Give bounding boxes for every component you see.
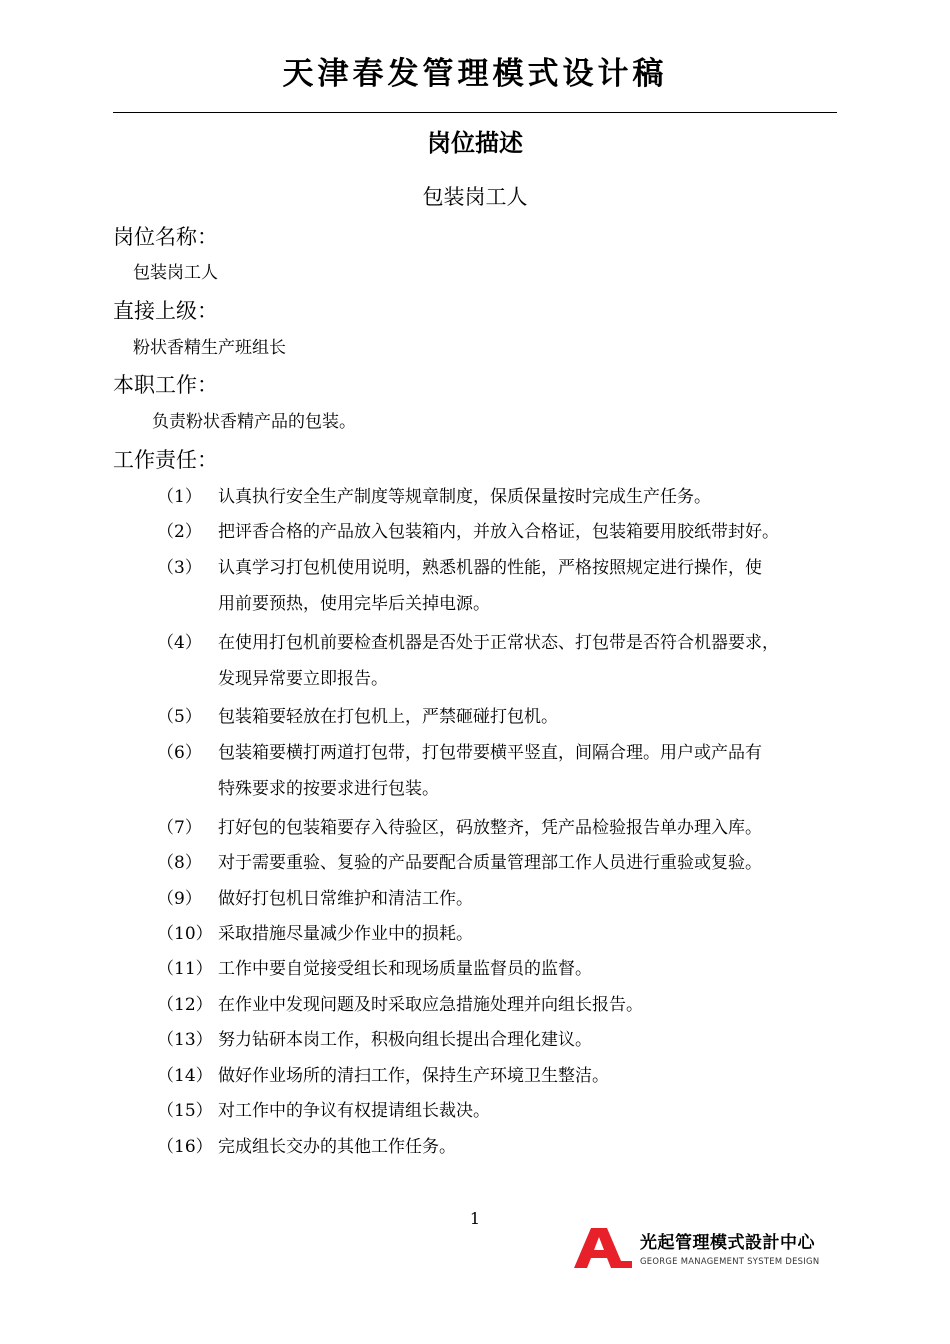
item-text: 包装箱要横打两道打包带，打包带要横平竖直，间隔合理。用户或产品有 特殊要求的按要求进行包装。 — [218, 743, 762, 799]
item-number: （2） — [157, 522, 202, 542]
item-number: （5） — [157, 707, 202, 727]
item-number: （7） — [157, 818, 202, 838]
logo-name-en: GEORGE MANAGEMENT SYSTEM DESIGN — [640, 1256, 820, 1266]
item-text: 完成组长交办的其他工作任务。 — [218, 1137, 456, 1157]
company-header-title: 天津春发管理模式设计稿 — [282, 56, 668, 92]
item-text: 对于需要重验、复验的产品要配合质量管理部工作人员进行重验或复验。 — [218, 853, 762, 873]
item-text: 包装箱要轻放在打包机上，严禁砸碰打包机。 — [218, 707, 558, 727]
document-title: 岗位描述 — [427, 129, 523, 157]
item-number: （11） — [157, 959, 213, 979]
document-subtitle: 包装岗工人 — [422, 185, 528, 209]
item-number: （6） — [157, 743, 202, 763]
item-text: 认真学习打包机使用说明，熟悉机器的性能，严格按照规定进行操作，使 用前要预热，使用完毕后关掉电源。 — [218, 558, 762, 614]
supervisor-value: 粉状香精生产班组长 — [133, 338, 286, 358]
item-number: （10） — [157, 924, 213, 944]
item-text: 做好打包机日常维护和清洁工作。 — [218, 889, 473, 909]
page-number: 1 — [469, 1209, 481, 1228]
item-number: （4） — [157, 633, 202, 653]
item-text: 做好作业场所的清扫工作，保持生产环境卫生整洁。 — [218, 1066, 609, 1086]
item-text: 努力钻研本岗工作，积极向组长提出合理化建议。 — [218, 1030, 592, 1050]
position-name-value: 包装岗工人 — [133, 263, 218, 283]
position-name-label: 岗位名称： — [113, 225, 218, 249]
item-text: 在使用打包机前要检查机器是否处于正常状态、打包带是否符合机器要求， 发现异常要立即报告。 — [218, 633, 779, 689]
header-divider — [113, 112, 837, 113]
responsibilities-label: 工作责任： — [113, 448, 218, 472]
job-summary-value: 负责粉状香精产品的包装。 — [152, 412, 356, 432]
item-text: 在作业中发现问题及时采取应急措施处理并向组长报告。 — [218, 995, 643, 1015]
company-logo — [574, 1228, 844, 1270]
item-text: 采取措施尽量减少作业中的损耗。 — [218, 924, 473, 944]
supervisor-label: 直接上级： — [113, 299, 218, 323]
job-summary-label: 本职工作： — [113, 373, 218, 397]
item-number: （12） — [157, 995, 213, 1015]
item-text: 对工作中的争议有权提请组长裁决。 — [218, 1101, 490, 1121]
logo-name-cn: 光起管理模式設計中心 — [640, 1233, 815, 1253]
item-number: （15） — [157, 1101, 213, 1121]
item-number: （3） — [157, 558, 202, 578]
item-text: 打好包的包装箱要存入待验区，码放整齐，凭产品检验报告单办理入库。 — [218, 818, 762, 838]
item-text: 认真执行安全生产制度等规章制度，保质保量按时完成生产任务。 — [218, 487, 711, 507]
item-text: 工作中要自觉接受组长和现场质量监督员的监督。 — [218, 959, 592, 979]
item-number: （14） — [157, 1066, 213, 1086]
item-text: 把评香合格的产品放入包装箱内，并放入合格证，包装箱要用胶纸带封好。 — [218, 522, 779, 542]
item-number: （16） — [157, 1137, 213, 1157]
item-number: （13） — [157, 1030, 213, 1050]
logo-a-icon — [574, 1228, 632, 1268]
item-number: （8） — [157, 853, 202, 873]
item-number: （1） — [157, 487, 202, 507]
item-number: （9） — [157, 889, 202, 909]
